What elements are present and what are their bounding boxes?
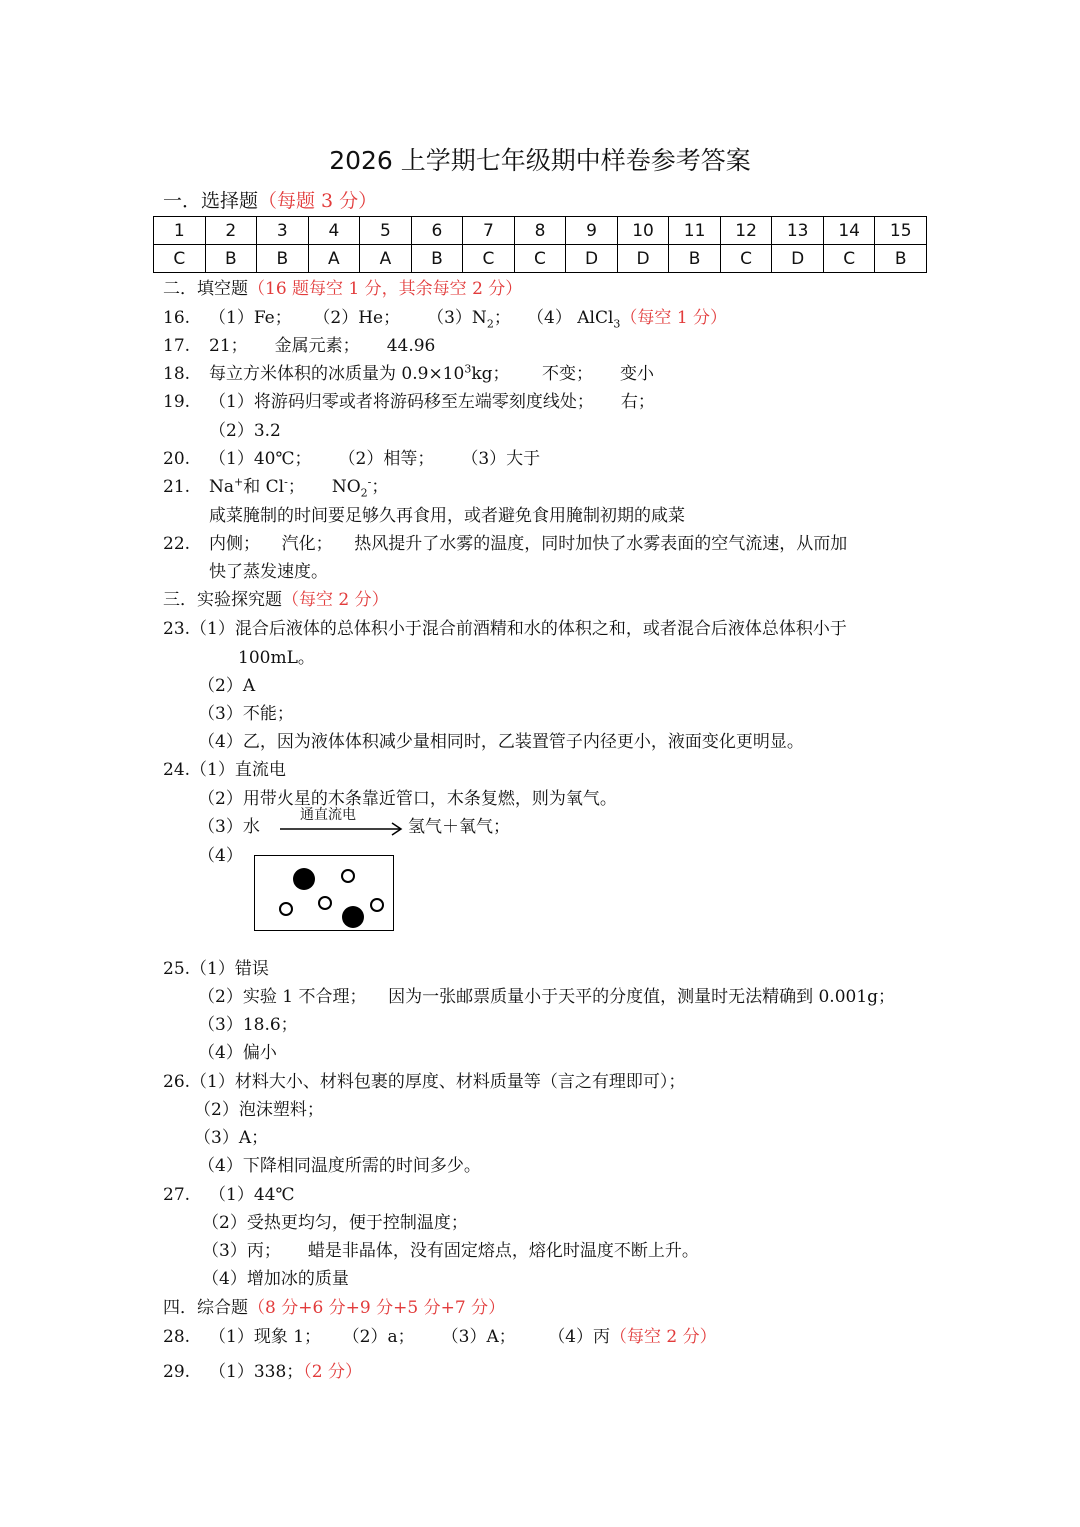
q22-line-1 [163,533,847,555]
q22-answer-1: 内侧； [209,534,260,554]
answer-table-number-row [154,217,927,245]
q26-answer-1: （1）材料大小、材料包裹的厚度、材料质量等（言之有理即可）； [190,1072,686,1092]
section-4-title: 四．综合题 [163,1298,248,1318]
question-number-cell: 8 [514,217,566,245]
answer-cell: C [720,245,772,273]
q16-answer-2: （2）He； [313,308,401,328]
q23-number: 23. [163,619,191,639]
q23-answer-4: （4）乙，因为液体体积减少量相同时，乙装置管子内径更小，液面变化更明显。 [198,732,804,752]
question-number-cell: 14 [823,217,875,245]
q17-number: 17. [163,336,191,356]
answer-cell: B [257,245,309,273]
particle-model-svg [255,856,393,930]
answer-cell: D [772,245,824,273]
question-number-cell: 6 [411,217,463,245]
q24-answer-2: （2）用带火星的木条靠近管口，木条复燃，则为氧气。 [198,789,617,809]
q20-line [163,448,540,470]
q21-answer-2: $NO_2^-$； [331,475,389,500]
q26-line-1 [163,1071,685,1093]
q20-answer-1: （1）40℃； [209,449,312,469]
small-particle-icon [319,897,331,909]
q29-number: 29. [163,1362,191,1382]
q25-answer-2b: 因为一张邮票质量小于天平的分度值，测量时无法精确到 0.001g； [388,987,896,1007]
q24-answer-4: （4） [198,846,243,866]
q16-number: 16. [163,308,191,328]
answer-cell: B [205,245,257,273]
q25-answer-1: （1）错误 [190,959,269,979]
q16-answer-4: （4） AlCl$_3$ [527,308,621,331]
q19-answer-1: （1）将游码归零或者将游码移至左端零刻度线处； [209,392,594,412]
q23-answer-1-cont: 100mL。 [238,648,315,668]
q27-answer-4: （4）增加冰的质量 [202,1269,349,1289]
question-number-cell: 12 [720,217,772,245]
question-number-cell: 13 [772,217,824,245]
answer-cell: B [875,245,927,273]
question-number-cell: 3 [257,217,309,245]
q22-number: 22. [163,534,191,554]
q16-note: （每空 1 分） [620,308,728,328]
q28-answer-3: （3）A； [441,1327,516,1347]
q27-answer-3b: 蜡是非晶体，没有固定熔点，熔化时温度不断上升。 [307,1241,699,1261]
q19-answer-1b: 右； [620,392,655,412]
answer-cell: B [411,245,463,273]
q17-line [163,335,435,357]
q28-note: （每空 2 分） [610,1327,717,1347]
section-3-heading [163,589,389,611]
q27-answer-1: （1）44℃ [209,1185,295,1205]
answer-cell: C [823,245,875,273]
q25-answer-4: （4）偏小 [198,1043,277,1063]
q22-answer-3-cont: 快了蒸发速度。 [209,562,328,582]
answer-table [153,216,927,273]
section-3-title: 三．实验探究题 [163,590,282,610]
q25-answer-2: （2）实验 1 不合理； [198,987,367,1007]
answer-cell: C [463,245,515,273]
q24-answer-3b: 氢气＋氧气； [408,817,510,837]
q24-answer-3a: （3）水 [198,817,260,837]
section-4-note: （8 分+6 分+9 分+5 分+7 分） [248,1298,506,1318]
q21-line-1 [163,476,388,498]
large-particle-icon [342,906,364,928]
q21-number: 21. [163,477,191,497]
answer-cell: D [617,245,669,273]
q18-number: 18. [163,364,191,384]
q17-answer-1: 21； [209,336,248,356]
q26-answer-4: （4）下降相同温度所需的时间多少。 [198,1156,481,1176]
answer-cell: C [514,245,566,273]
q19-answer-2: （2）3.2 [209,421,281,441]
q20-number: 20. [163,449,191,469]
q27-number: 27. [163,1185,191,1205]
q17-answer-3: 44.96 [386,336,436,356]
q16-answer-1: （1）Fe； [209,308,292,328]
answer-cell: C [154,245,206,273]
answer-cell: A [308,245,360,273]
answer-cell: A [360,245,412,273]
q24-number: 24. [163,760,191,780]
q26-answer-3: （3）A； [194,1128,269,1148]
q22-answer-2: 汽化； [281,534,333,554]
q29-answer-1: （1）338； [209,1362,304,1382]
q28-answer-2: （2）a； [342,1327,415,1347]
q18-line [163,363,654,385]
q25-line-2 [198,986,895,1008]
q25-answer-3: （3）18.6； [198,1015,298,1035]
q16-line [163,307,727,329]
q24-line-1 [163,759,286,781]
q18-answer-1: 每立方米体积的冰质量为 $0.9\times 10^3kg$； [209,362,510,384]
answer-cell: D [566,245,618,273]
q20-answer-2: （2）相等； [338,449,435,469]
question-number-cell: 15 [875,217,927,245]
question-number-cell: 10 [617,217,669,245]
q23-answer-1: （1）混合后液体的总体积小于混合前酒精和水的体积之和，或者混合后液体总体积小于 [190,619,847,639]
question-number-cell: 1 [154,217,206,245]
section-2-heading [163,278,522,300]
section-3-note: （每空 2 分） [282,590,389,610]
q23-answer-3: （3）不能； [198,704,294,724]
section-1-title: 一．选择题 [163,190,259,212]
q27-line-1 [163,1184,294,1206]
q18-answer-2: 不变； [541,364,593,384]
q24-answer-1: （1）直流电 [190,760,286,780]
small-particle-icon [342,870,354,882]
section-4-heading [163,1297,505,1319]
q27-answer-2: （2）受热更均匀，便于控制温度； [202,1213,468,1233]
large-particle-icon [293,868,315,890]
answer-cell: B [669,245,721,273]
question-number-cell: 5 [360,217,412,245]
q28-answer-4: （4）丙 [548,1327,611,1347]
q26-answer-2: （2）泡沫塑料； [194,1100,324,1120]
q23-line-1 [163,618,847,640]
q19-number: 19. [163,392,191,412]
q28-number: 28. [163,1327,191,1347]
section-1-heading [163,190,377,212]
q18-answer-3: 变小 [619,364,654,384]
q17-answer-2: 金属元素； [274,336,360,356]
q20-answer-3: （3）大于 [461,449,541,469]
q24-reaction-condition: 通直流电 [300,807,356,823]
q21-answer-3: 咸菜腌制的时间要足够久再食用，或者避免食用腌制初期的咸菜 [209,506,685,526]
q29-line [163,1361,362,1383]
section-2-note: （16 题每空 1 分，其余每空 2 分） [248,279,523,299]
q25-line-1 [163,958,269,980]
q29-note: （2 分） [303,1362,362,1382]
q27-answer-3: （3）丙； [202,1241,281,1261]
q21-answer-1: Na+和 Cl-； [209,475,305,497]
question-number-cell: 11 [669,217,721,245]
q27-line-3 [202,1240,699,1262]
section-2-title: 二．填空题 [163,279,248,299]
q16-answer-3: $(3)N_2$； [427,308,511,331]
q26-number: 26. [163,1072,191,1092]
answer-table-answer-row [154,245,927,273]
question-number-cell: 7 [463,217,515,245]
question-number-cell: 4 [308,217,360,245]
q25-number: 25. [163,959,191,979]
particle-model-diagram [254,855,394,931]
q28-answer-1: （1）现象 1； [209,1327,322,1347]
small-particle-icon [280,903,292,915]
page-title: 2026 上学期七年级期中样卷参考答案 [329,146,751,175]
q19-line-1 [163,391,655,413]
question-number-cell: 9 [566,217,618,245]
q23-answer-2: （2）A [198,676,256,696]
reaction-arrow-icon [280,822,405,836]
section-1-note: （每题 3 分） [258,190,378,212]
small-particle-icon [371,899,383,911]
q28-line [163,1326,717,1348]
question-number-cell: 2 [205,217,257,245]
q22-answer-3: 热风提升了水雾的温度，同时加快了水雾表面的空气流速，从而加 [354,534,848,554]
